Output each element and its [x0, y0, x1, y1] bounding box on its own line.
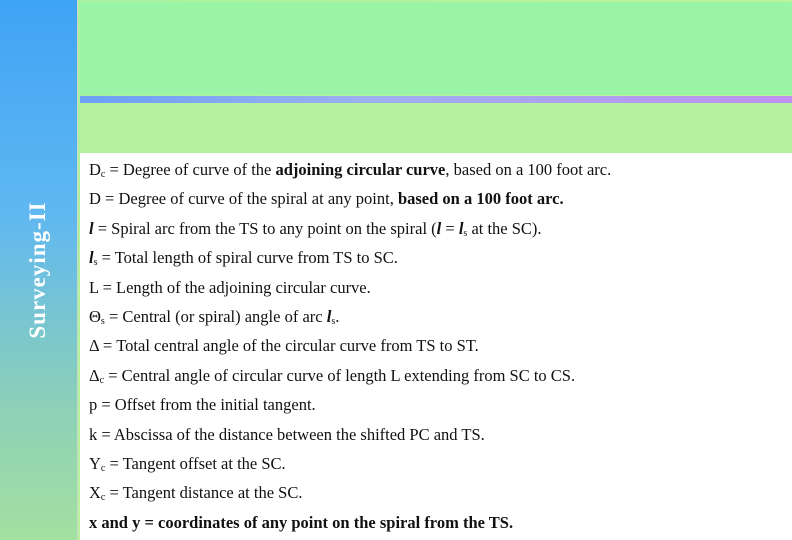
definition-item: $l_s$ = Total length of spiral curve from TS to SC. [89, 248, 398, 269]
definition-item: $D_c$ = Degree of curve of the adjoining circular curve, based on a 100 foot arc. [89, 160, 612, 180]
definition-list [80, 153, 792, 537]
definition-item: $Y_c$ = Tangent offset at the SC. [89, 453, 286, 474]
definition-item: $\Theta_s$ = Central (or spiral) angle of arc $l_s$. [89, 306, 340, 327]
definition-item: l = Spiral arc from the TS to any point on the spiral ($l = l_s$ at the SC). [89, 218, 542, 239]
definition-item: $X_c$ = Tangent distance at the SC. [89, 483, 303, 504]
left-sidebar [0, 0, 78, 540]
definition-item: k = Abscissa of the distance between the shifted PC and TS. [89, 424, 485, 444]
definition-item: x and y = coordinates of any point on the spiral from the TS. [89, 512, 514, 532]
title-divider [80, 96, 792, 103]
definition-item: D = Degree of curve of the spiral at any point, based on a 100 foot arc. [89, 189, 564, 209]
slide-title-area [80, 2, 792, 95]
definition-item: $\Delta_c$ = Central angle of circular curve of length L extending from SC to CS. [89, 365, 576, 386]
subtitle-area [80, 103, 792, 153]
definition-item: L = Length of the adjoining circular curve. [89, 277, 371, 297]
content-panel [80, 153, 792, 540]
definition-item: p = Offset from the initial tangent. [89, 395, 316, 415]
definition-item: Δ = Total central angle of the circular curve from TS to ST. [89, 336, 479, 356]
sidebar-title: Surveying-II [25, 201, 50, 339]
